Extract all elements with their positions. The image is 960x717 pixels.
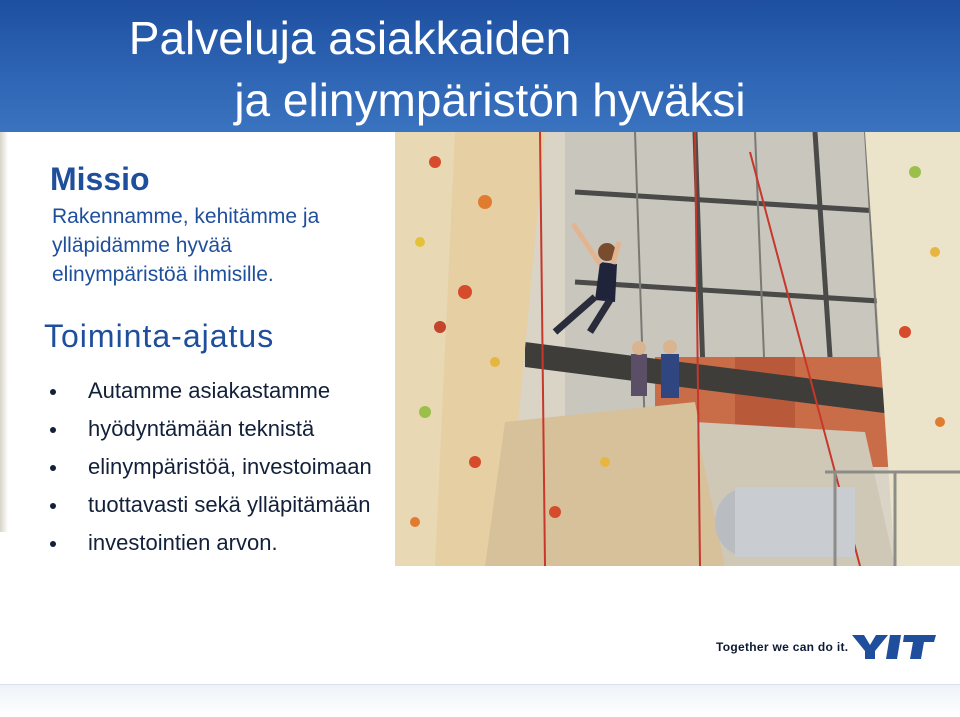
bullet-item	[50, 410, 470, 448]
toiminta-heading: Toiminta-ajatus	[44, 318, 275, 354]
bullet-item	[50, 486, 470, 524]
bullet-text: hyödyntämään teknistä	[88, 416, 315, 441]
bullet-text: Autamme asiakastamme	[88, 378, 331, 403]
toiminta-bullet-list	[50, 372, 470, 562]
left-edge-shade	[0, 132, 8, 532]
bullet-item	[50, 448, 470, 486]
climbing-wall-photo	[395, 132, 960, 566]
bullet-text: tuottavasti sekä ylläpitämään	[88, 492, 371, 517]
bullet-text: elinympäristöä, investoimaan	[88, 454, 372, 479]
bullet-dot-icon	[50, 503, 56, 509]
missio-text	[52, 202, 412, 289]
bullet-item	[50, 524, 470, 562]
title-line-2: ja elinympäristön hyväksi	[234, 74, 746, 126]
title-line-1: Palveluja asiakkaiden	[128, 12, 572, 64]
bullet-dot-icon	[50, 389, 56, 395]
footer-band	[0, 684, 960, 717]
bullet-text: investointien arvon.	[88, 530, 278, 555]
bullet-dot-icon	[50, 465, 56, 471]
missio-heading: Missio	[50, 161, 150, 197]
missio-line: ylläpidämme hyvää	[52, 234, 232, 257]
bullet-dot-icon	[50, 541, 56, 547]
missio-line: Rakennamme, kehitämme ja	[52, 205, 320, 228]
yit-logo-icon	[852, 633, 936, 661]
bullet-item	[50, 372, 470, 410]
tagline: Together we can do it.	[716, 640, 849, 654]
missio-line: elinympäristöä ihmisille.	[52, 263, 274, 286]
bullet-dot-icon	[50, 427, 56, 433]
